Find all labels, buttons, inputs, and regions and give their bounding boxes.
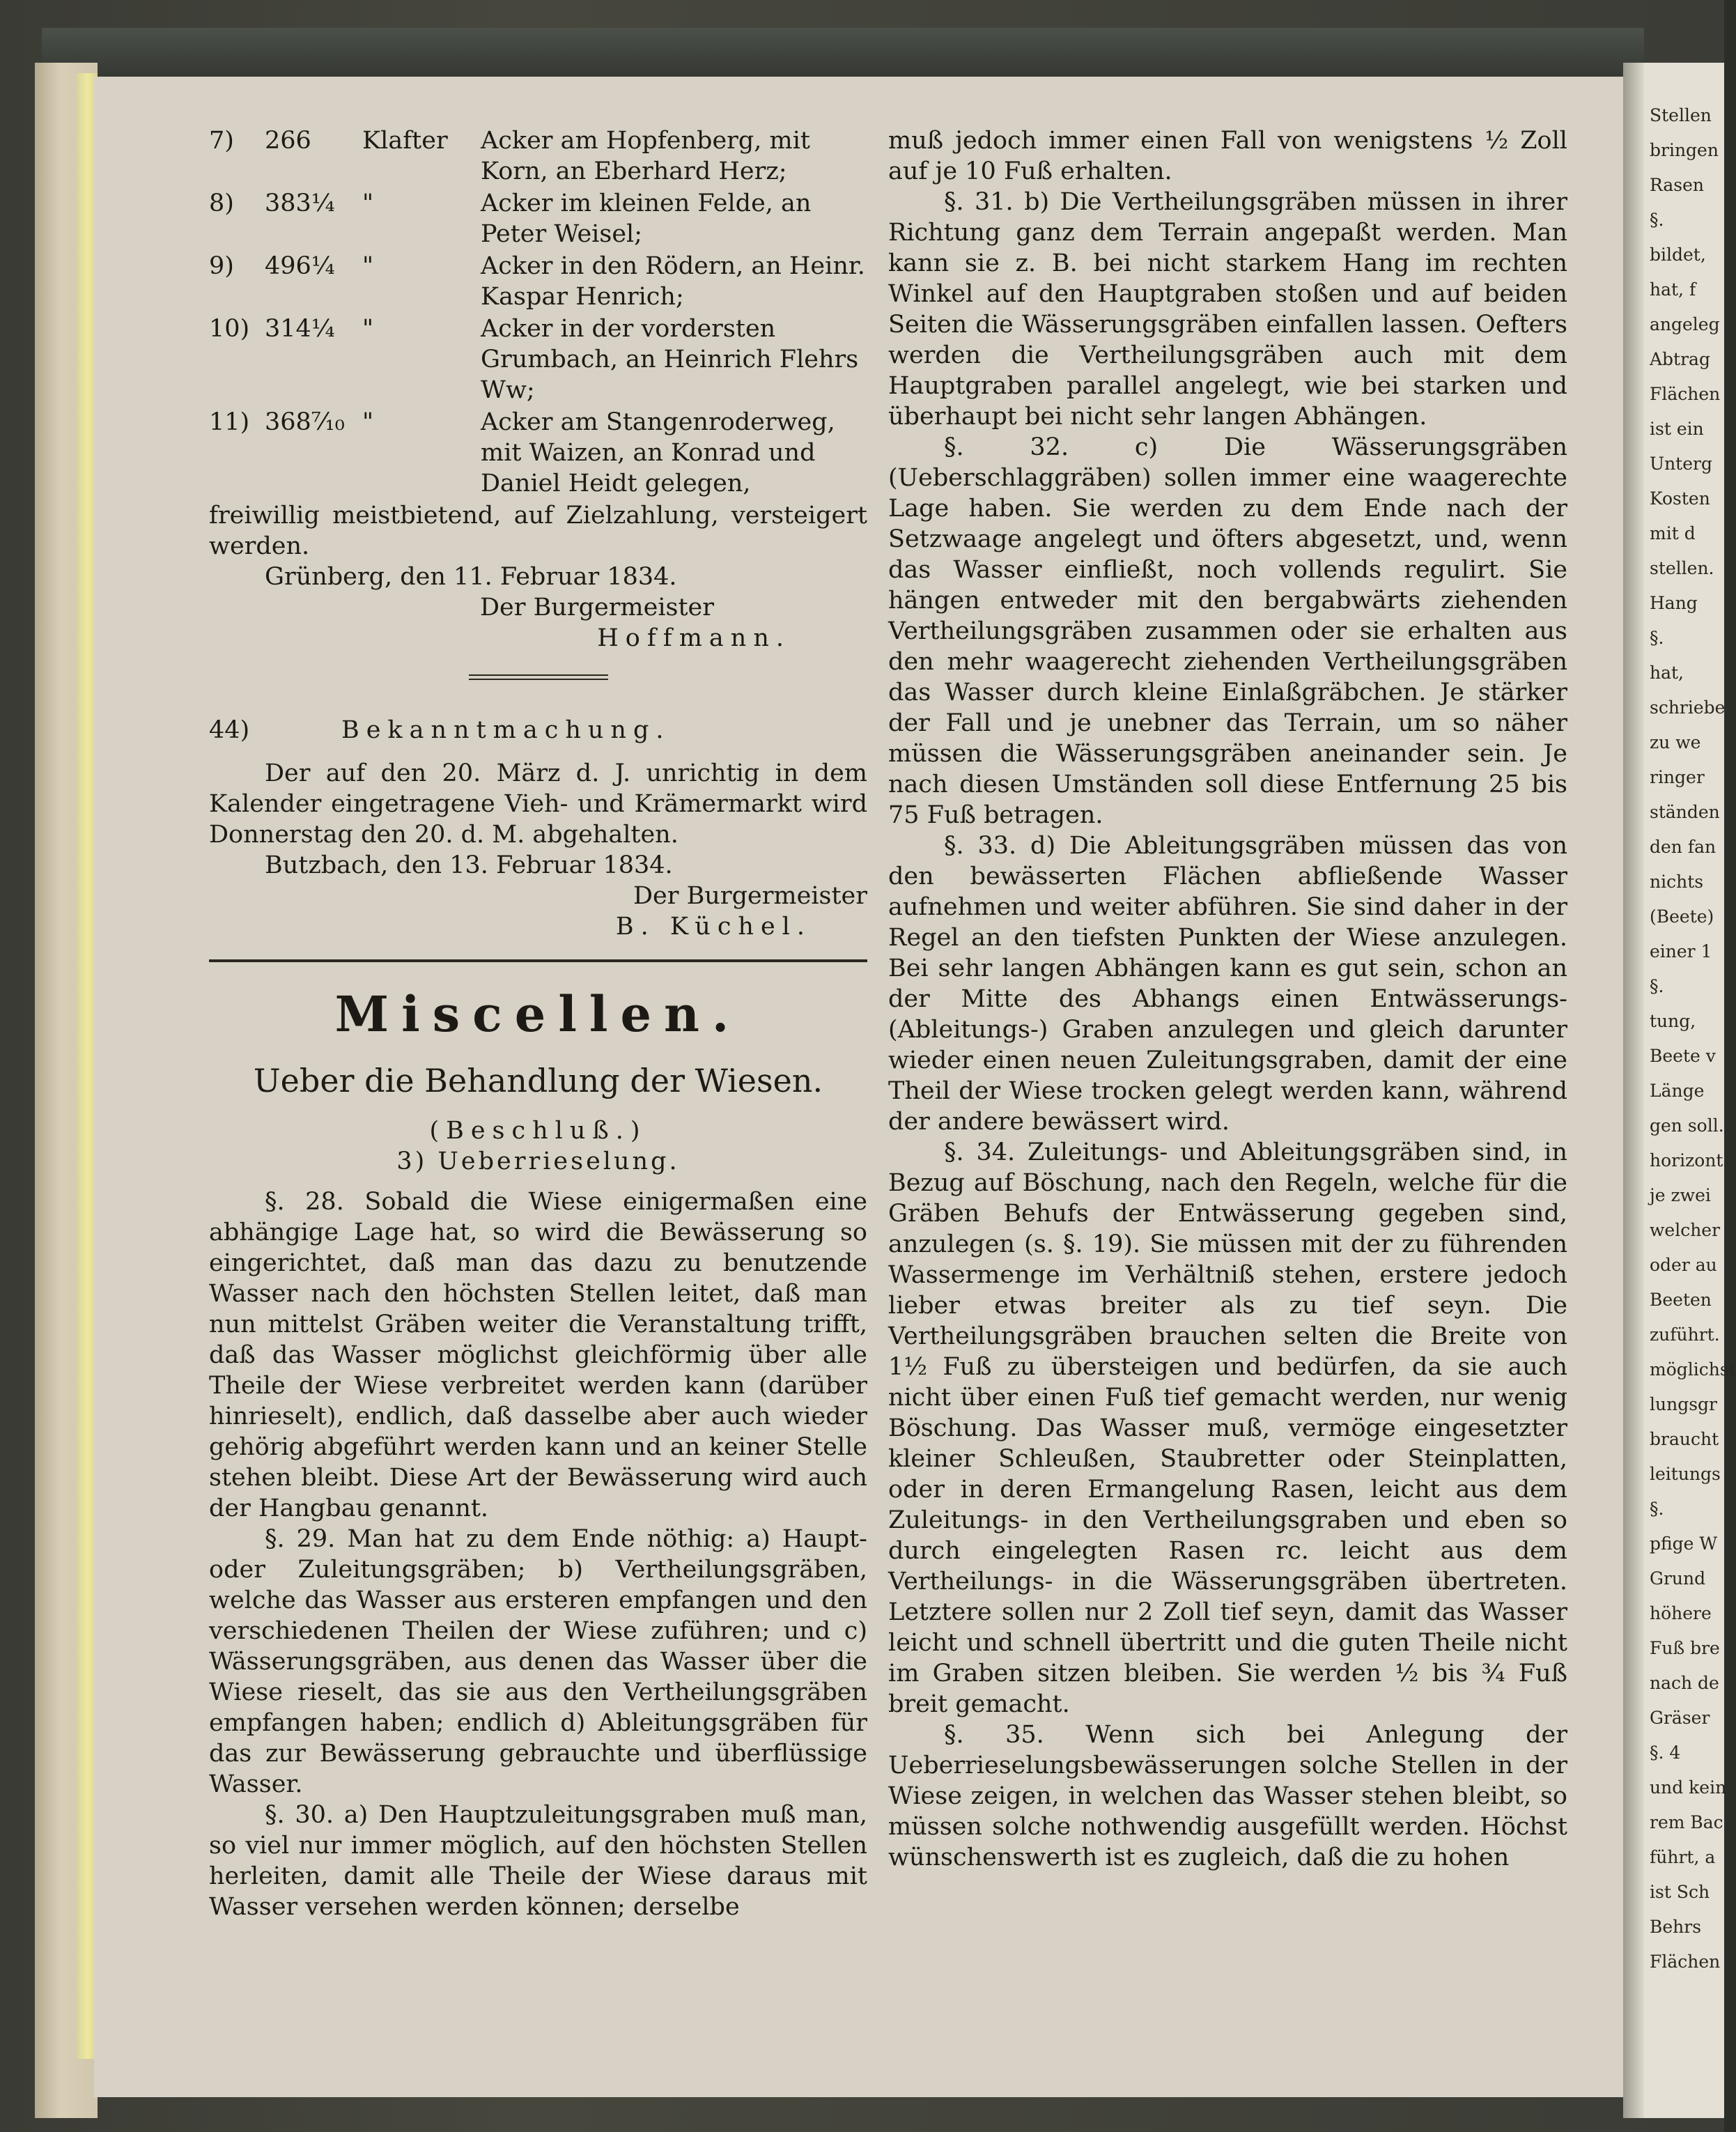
next-page-text-fragment: Behrs: [1650, 1917, 1702, 1937]
entry-description: Acker in den Rödern, an Heinr. Kaspar Henrich;: [481, 252, 865, 311]
entry-amount: 314¼: [265, 315, 335, 343]
separator-rule: [469, 674, 608, 680]
notice-place-date: Butzbach, den 13. Februar 1834.: [265, 851, 673, 879]
entry-description: Acker am Stangenroderweg, mit Waizen, an Konrad und Daniel Heidt gelegen,: [481, 408, 835, 497]
next-page-text-fragment: ringer: [1650, 767, 1705, 787]
entry-unit: ": [362, 408, 374, 436]
next-page-text-fragment: einer 1: [1650, 941, 1712, 961]
next-page-text-fragment: Grund: [1650, 1568, 1706, 1589]
entry-amount: 496¼: [265, 252, 335, 280]
next-page-text-fragment: den fan: [1650, 837, 1716, 857]
next-page-text-fragment: Beete v: [1650, 1046, 1716, 1066]
paragraph-35: §. 35. Wenn sich bei Anlegung der Ueberrieselungsbewässerungen solche Stellen in der Wiese zeigen, in welchen das Wasser stehen bleibt, so müssen solche nothwendig ausgefüllt werden. Höchst wünschenswerth ist es zugleich, daß die zu hohen: [888, 1721, 1567, 1871]
paragraph-33: §. 33. d) Die Ableitungsgräben müssen das von den bewässerten Flächen abfließende Wasser aufnehmen und weiter abführen. Sie sind daher in der Regel an den tiefsten Punkten der Wiese anzulegen. Bei sehr langen Abhängen kann es gut sein, schon an der Mitte des Abhangs einen Entwässerungs- (Ableitungs-) Graben anzulegen und gleich darunter wieder einen neuen Zuleitungsgraben, damit der eine Theil der Wiese trocken gelegt werden kann, während der andere bewässert wird.: [888, 832, 1567, 1136]
auction-closing: freiwillig meistbietend, auf Zielzahlung, versteigert werden.: [209, 502, 867, 560]
next-page-text-fragment: höhere: [1650, 1603, 1712, 1623]
next-page-text-fragment: zuführt.: [1650, 1324, 1720, 1345]
next-page-text-fragment: nichts: [1650, 872, 1704, 892]
auction-entry: [209, 188, 867, 249]
auction-entry: [209, 251, 867, 312]
notice-header: [209, 715, 867, 746]
next-page-text-fragment: §. 4: [1650, 1743, 1681, 1763]
next-page-text-fragment: je zwei: [1650, 1185, 1711, 1205]
next-page-text-fragment: hat,: [1650, 663, 1684, 683]
paragraph-31: §. 31. b) Die Vertheilungsgräben müssen in ihrer Richtung ganz dem Terrain angepaßt werden. Man kann sie z. B. bei nicht starkem Hang im rechten Winkel auf den Hauptgraben stoßen und auf beiden Seiten die Wässerungsgräben einfallen lassen. Oefters werden die Vertheilungsgräben auch mit dem Hauptgraben parallel angelegt, wie bei starken und überhaupt bei nicht sehr langen Abhängen.: [888, 188, 1567, 431]
entry-number: 9): [209, 252, 234, 280]
next-page-text-fragment: §.: [1650, 628, 1664, 648]
page-gutter: [1623, 63, 1644, 2118]
next-page-text-fragment: gen soll.: [1650, 1115, 1724, 1136]
next-page-text-fragment: ständen: [1650, 802, 1720, 822]
next-page-text-fragment: Unterg: [1650, 454, 1712, 474]
entry-unit: Klafter: [362, 127, 448, 155]
next-page-text-fragment: stellen.: [1650, 558, 1714, 578]
next-page-text-fragment: möglichst: [1650, 1359, 1736, 1380]
next-page-text-fragment: Beeten: [1650, 1290, 1712, 1310]
next-page-text-fragment: ist ein: [1650, 419, 1704, 439]
notice-title: Bekanntmachung.: [341, 716, 671, 744]
right-column: [888, 125, 1567, 1873]
article-note: (Beschluß.): [429, 1117, 647, 1145]
section-heading: Miscellen.: [334, 985, 742, 1043]
entry-description: Acker im kleinen Felde, an Peter Weisel;: [481, 190, 812, 248]
next-page-text-fragment: §.: [1650, 210, 1664, 230]
next-page-text-fragment: führt, a: [1650, 1847, 1716, 1867]
paragraph-32: §. 32. c) Die Wässerungsgräben (Ueberschlaggräben) sollen immer eine waagerechte Lage haben. Sie werden zu dem Ende nach der Setzwaage angelegt und öfters abgesetzt, und, wenn das Wasser einfließt, noch vollends regulirt. Sie hängen entweder mit den bergabwärts ziehenden Vertheilungsgräben zusammen oder sie erhalten aus den mehr waagerecht ziehenden Vertheilungsgräben das Wasser durch kleine Einlaßgräbchen. Je stärker der Fall und je unebner das Terrain, um so näher müssen die Wässerungsgräben aneinander sein. Je nach diesen Umständen soll diese Entfernung 25 bis 75 Fuß betragen.: [888, 433, 1567, 829]
next-page-text-fragment: Gräser: [1650, 1708, 1710, 1728]
entry-number: 11): [209, 408, 250, 436]
next-page-text-fragment: §.: [1650, 976, 1664, 996]
next-page-text-fragment: §.: [1650, 1499, 1664, 1519]
next-page-fragment: [1644, 63, 1736, 2118]
next-page-text-fragment: Flächen: [1650, 1952, 1721, 1972]
signer-name: Hoffmann.: [597, 624, 791, 652]
place-date: Grünberg, den 11. Februar 1834.: [265, 563, 677, 591]
paragraph-34: §. 34. Zuleitungs- und Ableitungsgräben sind, in Bezug auf Böschung, nach den Regeln, welche für die Gräben Behufs der Entwässerung gegeben sind, anzulegen (s. §. 19). Sie müssen mit der zu führenden Wassermenge im Verhältniß stehen, erstere jedoch lieber etwas breiter als zu tief seyn. Die Vertheilungsgräben brauchen selten die Breite von 1½ Fuß zu übersteigen und bedürfen, da sie auch nicht über einen Fuß tief gemacht werden, nur wenig Böschung. Das Wasser muß, vermöge eingesetzter kleiner Schleußen, Staubretter oder Steinplatten, oder in deren Ermangelung Rasen, leicht aus dem Zuleitungs- in den Vertheilungsgraben und eben so durch eingelegten Rasen rc. leicht aus dem Vertheilungs- in die Wässerungsgräben übertreten. Letztere sollen nur 2 Zoll tief seyn, damit das Wasser leicht und schnell übertritt und die guten Theile nicht im Graben sitzen bleiben. Sie werden ½ bis ¾ Fuß breit gemacht.: [888, 1138, 1567, 1718]
section-rule: [209, 959, 867, 962]
next-page-text-fragment: schriebe: [1650, 697, 1726, 718]
auction-entries: [209, 125, 867, 499]
book-binding: [42, 28, 1644, 77]
next-page-text-fragment: welcher: [1650, 1220, 1721, 1240]
paragraph-30-continued: muß jedoch immer einen Fall von wenigstens ½ Zoll auf je 10 Fuß erhalten.: [888, 127, 1567, 185]
auction-entry: [209, 407, 867, 499]
next-page-text-fragment: rem Bac: [1650, 1812, 1723, 1832]
notice-signer-name: B. Küchel.: [615, 913, 812, 941]
next-page-text-fragment: braucht: [1650, 1429, 1719, 1449]
next-page-text-fragment: Fuß bre: [1650, 1638, 1720, 1658]
next-page-text-fragment: bildet,: [1650, 245, 1706, 265]
paragraph-29: §. 29. Man hat zu dem Ende nöthig: a) Haupt- oder Zuleitungsgräben; b) Vertheilungsgräben, welche das Wasser aus ersteren empfangen und den verschiedenen Theilen der Wiese zuführen; und c) Wässerungsgräben, aus denen das Wasser über die Wiese rieselt, das sie aus den Vertheilungsgräben empfangen haben; endlich d) Ableitungsgräben für das zur Bewässerung gebrauchte und überflüssige Wasser.: [209, 1525, 867, 1798]
next-page-text-fragment: Abtrag: [1650, 349, 1710, 369]
entry-number: 7): [209, 127, 234, 155]
left-column: [209, 125, 867, 1922]
next-page-text-fragment: oder au: [1650, 1255, 1717, 1275]
entry-number: 10): [209, 315, 250, 343]
next-page-text-fragment: pfige W: [1650, 1534, 1718, 1554]
notice-number: 44): [209, 716, 250, 744]
entry-description: Acker am Hopfenberg, mit Korn, an Eberhard Herz;: [481, 127, 810, 185]
next-page-text-fragment: Flächen: [1650, 384, 1721, 404]
signer-title: Der Burgermeister: [479, 594, 714, 621]
entry-amount: 266: [265, 127, 311, 155]
entry-number: 8): [209, 190, 234, 217]
next-page-text-fragment: Hang: [1650, 593, 1698, 613]
next-page-text-fragment: Länge: [1650, 1081, 1705, 1101]
next-page-text-fragment: zu we: [1650, 732, 1701, 752]
notice-signer-title: Der Burgermeister: [633, 882, 867, 910]
next-page-text-fragment: ist Sch: [1650, 1882, 1710, 1902]
entry-unit: ": [362, 190, 374, 217]
next-page-text-fragment: mit d: [1650, 523, 1696, 543]
entry-description: Acker in der vordersten Grumbach, an Heinrich Flehrs Ww;: [481, 315, 859, 404]
article-subheading: 3) Ueberrieselung.: [396, 1148, 680, 1175]
next-page-text-fragment: Kosten: [1650, 488, 1710, 509]
notice-text: Der auf den 20. März d. J. unrichtig in dem Kalender eingetragene Vieh- und Krämermarkt wird Donnerstag den 20. d. M. abgehalten.: [209, 759, 867, 849]
paragraph-30: §. 30. a) Den Hauptzuleitungsgraben muß man, so viel nur immer möglich, auf den höchsten Stellen herleiten, damit alle Theile der Wiese daraus mit Wasser versehen werden können; derselbe: [209, 1801, 867, 1921]
next-page-text-fragment: angeleg: [1650, 314, 1720, 334]
next-page-text-fragment: nach de: [1650, 1673, 1719, 1693]
paragraph-28: §. 28. Sobald die Wiese einigermaßen eine abhängige Lage hat, so wird die Bewässerung so eingerichtet, daß man das dazu zu benutzende Wasser nach den höchsten Stellen leitet, daß man nun mittelst Gräben weiter die Veranstaltung trifft, daß das Wasser möglichst gleichförmig über alle Theile der Wiese verbreitet werden kann (darüber hinrieselt), endlich, daß dasselbe aber auch wieder gehörig abgeführt werden kann und an keiner Stelle stehen bleibt. Diese Art der Bewässerung wird auch der Hangbau genannt.: [209, 1188, 867, 1522]
next-page-text-fragment: Stellen: [1650, 105, 1712, 125]
next-page-text-fragment: Rasen: [1650, 175, 1705, 195]
entry-unit: ": [362, 252, 374, 280]
next-page-text-fragment: hat, f: [1650, 279, 1696, 300]
auction-entry: [209, 125, 867, 187]
next-page-text-fragment: lungsgr: [1650, 1394, 1717, 1414]
entry-amount: 383¼: [265, 190, 335, 217]
article-title: Ueber die Behandlung der Wiesen.: [253, 1062, 823, 1099]
next-page-text-fragment: und kein: [1650, 1777, 1727, 1798]
next-page-text-fragment: leitungs: [1650, 1464, 1721, 1484]
next-page-text-fragment: bringen: [1650, 140, 1719, 160]
next-page-text-fragment: tung,: [1650, 1011, 1696, 1031]
auction-entry: [209, 314, 867, 405]
next-page-text-fragment: horizont: [1650, 1150, 1723, 1171]
entry-amount: 368⁷⁄₁₀: [265, 408, 345, 436]
entry-unit: ": [362, 315, 374, 343]
next-page-text-fragment: (Beete): [1650, 906, 1714, 927]
